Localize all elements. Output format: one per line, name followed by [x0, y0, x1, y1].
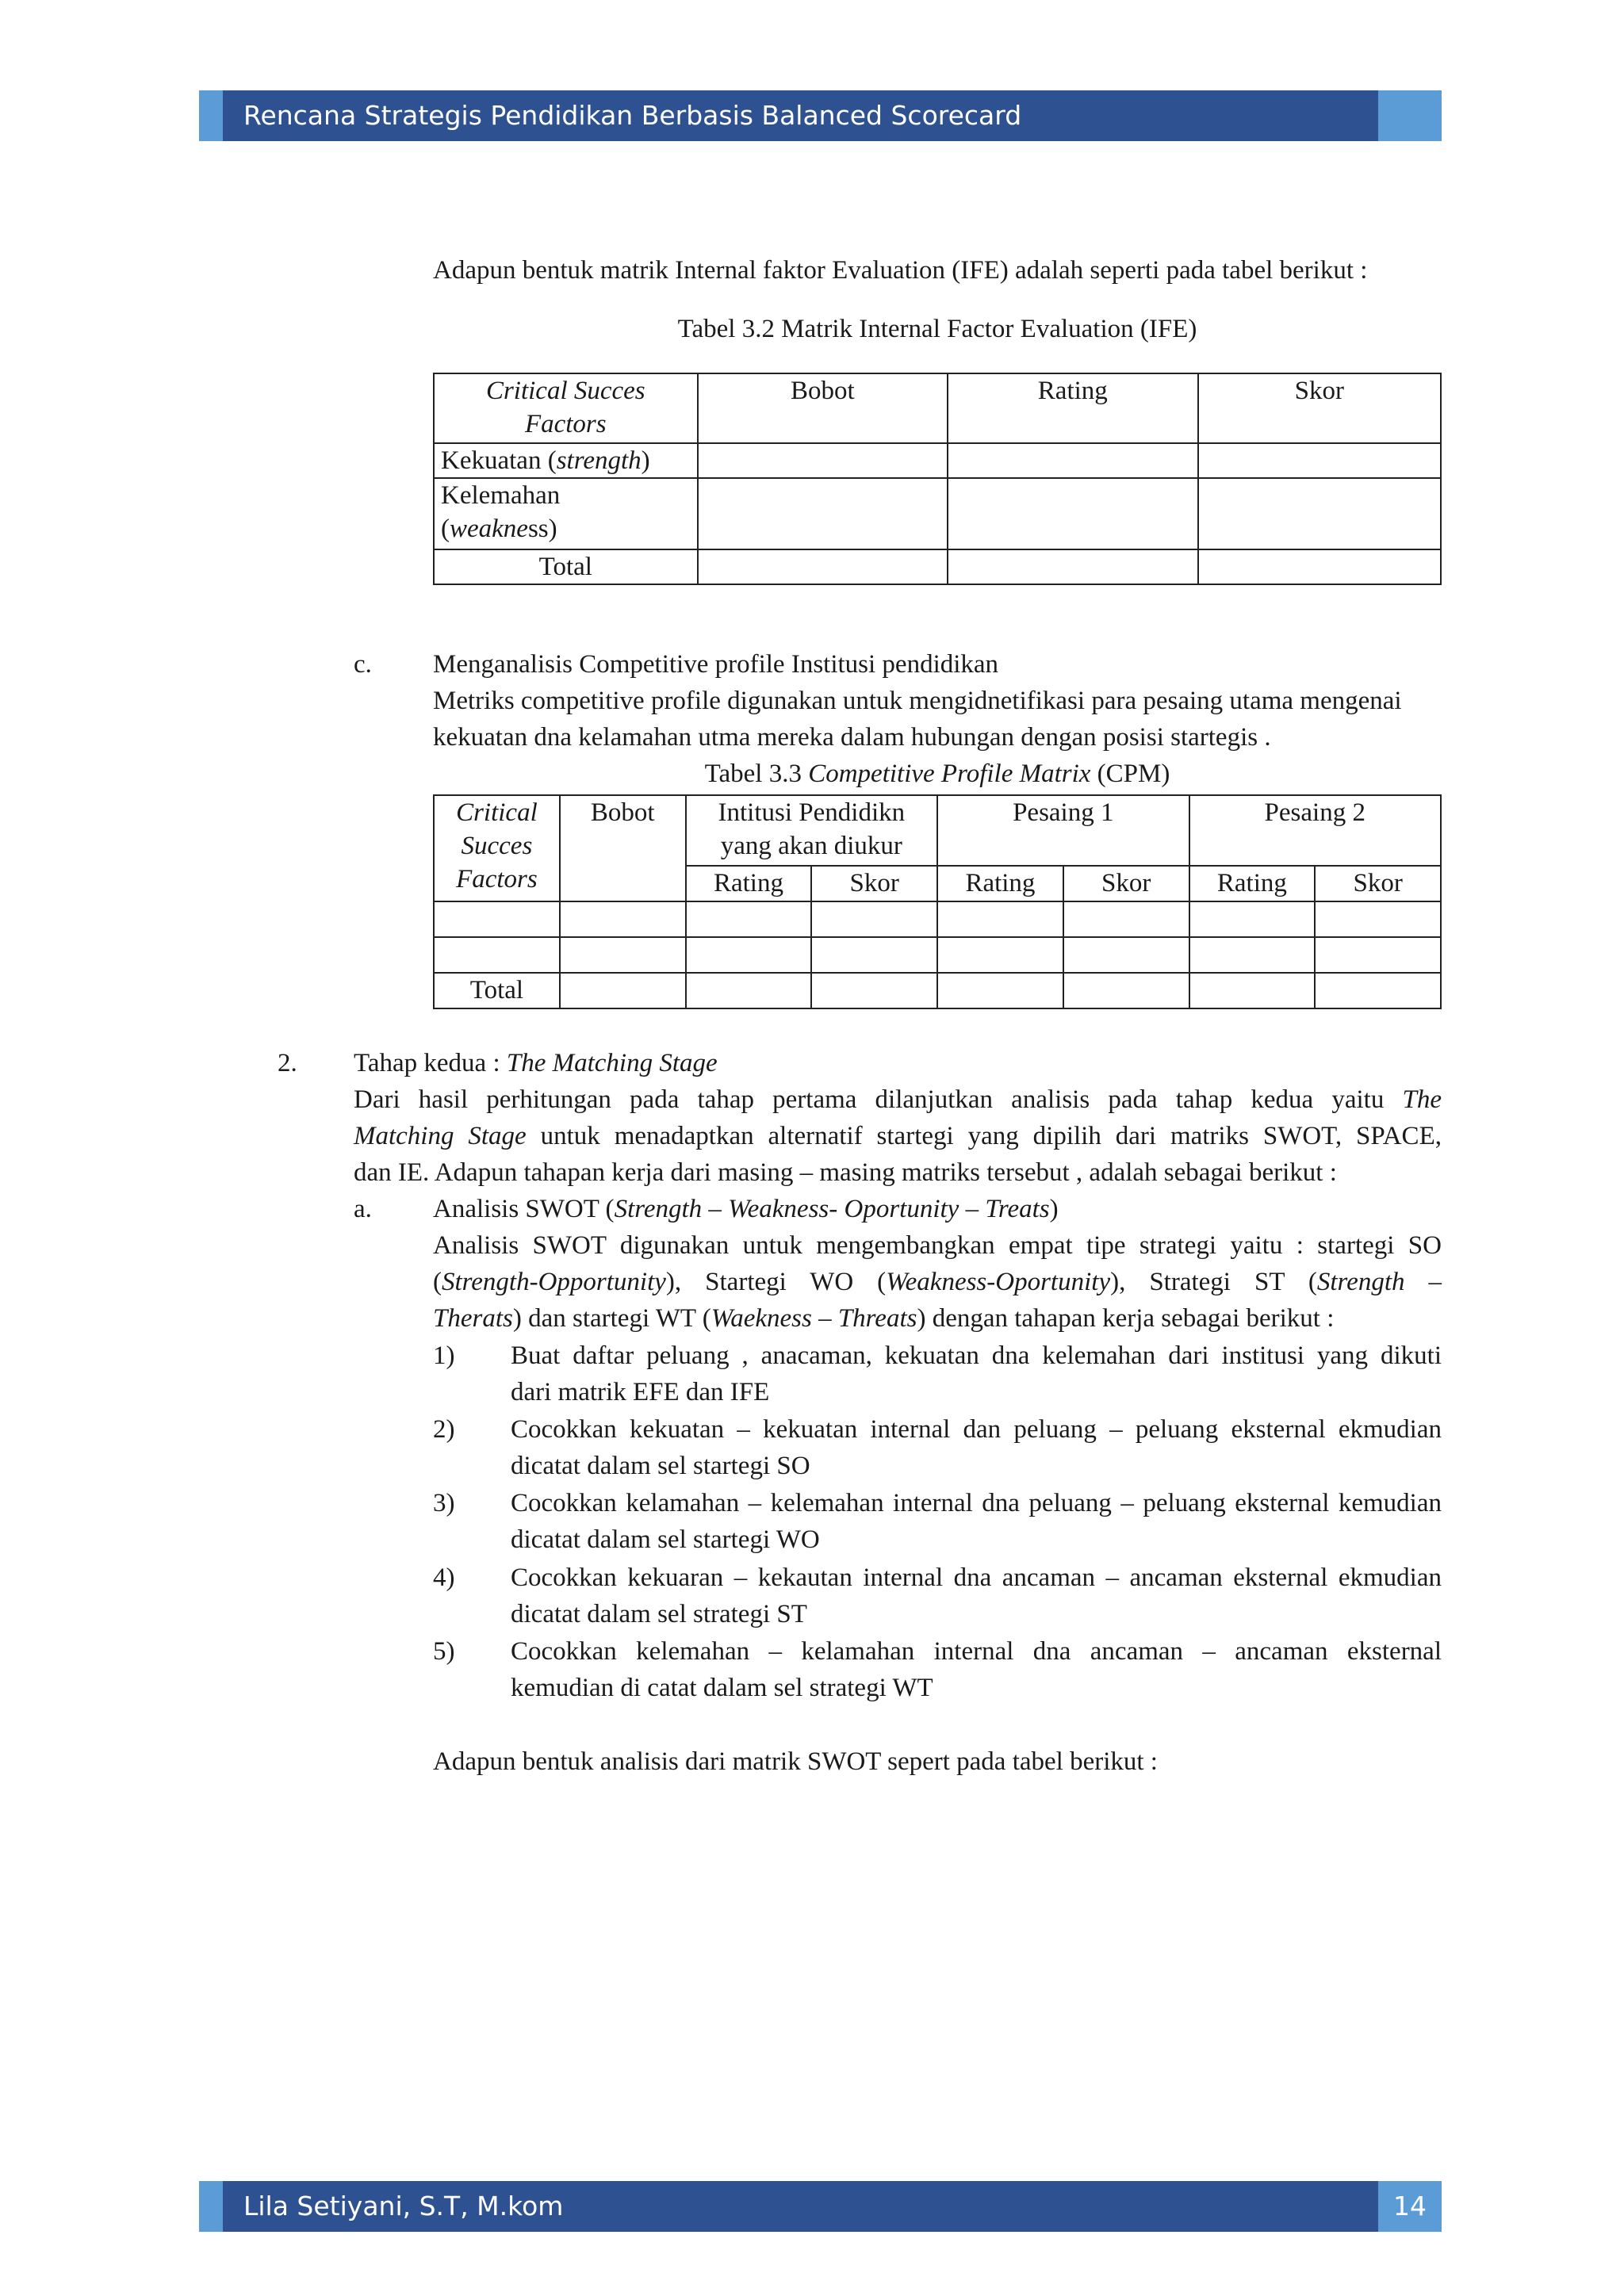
ife-header-row	[434, 373, 1441, 443]
cpm-cell	[560, 937, 686, 973]
header-accent-left	[199, 90, 223, 141]
section-c-marker: c.	[354, 650, 372, 679]
cpm-cell	[1189, 937, 1316, 973]
footer-accent-left	[199, 2181, 223, 2232]
step-1-line1: Buat daftar peluang , anacaman, kekuatan dna kelemahan dari institusi yang dikuti	[511, 1341, 1442, 1370]
cpm-header-rating: Rating	[937, 866, 1063, 901]
step-2-marker: 2)	[433, 1415, 455, 1444]
step-2-line2: dicatat dalam sel startegi SO	[511, 1452, 810, 1480]
ife-cell	[948, 443, 1197, 478]
cpm-row-total	[434, 973, 1441, 1008]
step-3-marker: 3)	[433, 1489, 455, 1517]
cpm-header-pesaing1: Pesaing 1	[937, 795, 1189, 866]
step-2-line1: Cocokkan kekuatan – kekuatan internal dan peluang – peluang eksternal ekmudian	[511, 1415, 1442, 1444]
section-a-line2: (Strength-Opportunity), Startegi WO (Weakness-Oportunity), Strategi ST (Strength –	[433, 1268, 1442, 1296]
cpm-cell	[1315, 901, 1441, 937]
cpm-header-csf: Critical Succes Factors	[434, 795, 560, 901]
cpm-header-skor: Skor	[1315, 866, 1441, 901]
table-cpm-caption: Tabel 3.3 Competitive Profile Matrix (CPM)	[704, 760, 1170, 788]
cpm-cell	[1063, 937, 1189, 973]
cpm-header-rating: Rating	[1189, 866, 1316, 901]
page-header	[199, 90, 1442, 141]
step-5-marker: 5)	[433, 1637, 455, 1666]
cpm-cell	[811, 937, 937, 973]
section-a-line1: Analisis SWOT digunakan untuk mengembangkan empat tipe strategi yaitu : startegi SO	[433, 1231, 1442, 1260]
ife-cell	[1198, 478, 1441, 549]
step-4-line2: dicatat dalam sel strategi ST	[511, 1600, 807, 1628]
cpm-cell	[434, 937, 560, 973]
step-1-line2: dari matrik EFE dan IFE	[511, 1378, 770, 1406]
section-c-body-line1: Metriks competitive profile digunakan untuk mengidnetifikasi para pesaing utama mengenai	[433, 687, 1402, 715]
ife-row-total	[434, 549, 1441, 584]
ife-strength-label: Kekuatan (strength)	[434, 443, 698, 478]
step-1-marker: 1)	[433, 1341, 455, 1370]
section-2-body-line3: dan IE. Adapun tahapan kerja dari masing – masing matriks tersebut , adalah sebagai berikut :	[354, 1158, 1337, 1187]
cpm-cell	[937, 973, 1063, 1008]
table-ife-caption: Tabel 3.2 Matrik Internal Factor Evaluation (IFE)	[677, 315, 1197, 343]
section-2-body-line1: Dari hasil perhitungan pada tahap pertama dilanjutkan analisis pada tahap kedua yaitu The	[354, 1085, 1442, 1114]
ife-header-skor: Skor	[1198, 373, 1441, 443]
section-c-body-line2: kekuatan dna kelamahan utma mereka dalam hubungan dengan posisi startegis .	[433, 723, 1271, 752]
ife-cell	[1198, 443, 1441, 478]
cpm-cell	[1063, 901, 1189, 937]
closing-text: Adapun bentuk analisis dari matrik SWOT sepert pada tabel berikut :	[433, 1747, 1158, 1776]
step-3-line2: dicatat dalam sel startegi WO	[511, 1525, 820, 1554]
section-a-marker: a.	[354, 1195, 372, 1223]
cpm-cell	[686, 901, 812, 937]
header-title: Rencana Strategis Pendidikan Berbasis Balanced Scorecard	[243, 100, 1022, 131]
step-5-line2: kemudian di catat dalam sel strategi WT	[511, 1674, 933, 1702]
cpm-cell	[1189, 901, 1316, 937]
cpm-header-skor: Skor	[1063, 866, 1189, 901]
step-4-marker: 4)	[433, 1563, 455, 1592]
section-c-title: Menganalisis Competitive profile Institusi pendidikan	[433, 650, 999, 679]
cpm-cell	[811, 973, 937, 1008]
ife-cell	[948, 478, 1197, 549]
cpm-cell	[937, 937, 1063, 973]
section-2-body-line2: Matching Stage untuk menadaptkan alternatif startegi yang dipilih dari matriks SWOT, SPACE,	[354, 1122, 1442, 1150]
cpm-cell	[434, 901, 560, 937]
ife-header-bobot: Bobot	[698, 373, 948, 443]
footer-author: Lila Setiyani, S.T, M.kom	[243, 2191, 564, 2221]
page-number: 14	[1378, 2181, 1442, 2232]
section-a-line3: Therats) dan startegi WT (Waekness – Threats) dengan tahapan kerja sebagai berikut :	[433, 1304, 1335, 1333]
ife-row-strength	[434, 443, 1441, 478]
step-5-line1: Cocokkan kelemahan – kelamahan internal dna ancaman – ancaman eksternal	[511, 1637, 1442, 1666]
cpm-header-institution: Intitusi Pendidikn yang akan diukur	[686, 795, 937, 866]
page-footer	[199, 2181, 1442, 2232]
cpm-header-skor: Skor	[811, 866, 937, 901]
cpm-cell	[1315, 973, 1441, 1008]
cpm-total-label: Total	[434, 973, 560, 1008]
cpm-cell	[1189, 973, 1316, 1008]
ife-row-weakness	[434, 478, 1441, 549]
cpm-empty-row	[434, 937, 1441, 973]
cpm-cell	[560, 901, 686, 937]
intro-ife-text: Adapun bentuk matrik Internal faktor Evaluation (IFE) adalah seperti pada tabel berikut :	[433, 256, 1368, 285]
cpm-cell	[1063, 973, 1189, 1008]
ife-total-label: Total	[434, 549, 698, 584]
cpm-header-pesaing2: Pesaing 2	[1189, 795, 1442, 866]
cpm-cell	[937, 901, 1063, 937]
section-2-title: Tahap kedua : The Matching Stage	[354, 1049, 718, 1077]
section-2-marker: 2.	[278, 1049, 297, 1077]
section-a-title: Analisis SWOT (Strength – Weakness- Oportunity – Treats)	[433, 1195, 1059, 1223]
cpm-cell	[560, 973, 686, 1008]
header-accent-right	[1378, 90, 1442, 141]
cpm-cell	[686, 937, 812, 973]
ife-cell	[948, 549, 1197, 584]
cpm-cell	[1315, 937, 1441, 973]
ife-cell	[698, 478, 948, 549]
cpm-cell	[811, 901, 937, 937]
ife-cell	[1198, 549, 1441, 584]
step-4-line1: Cocokkan kekuaran – kekautan internal dna ancaman – ancaman eksternal ekmudian	[511, 1563, 1442, 1592]
ife-cell	[698, 443, 948, 478]
step-3-line1: Cocokkan kelamahan – kelemahan internal dna peluang – peluang eksternal kemudian	[511, 1489, 1442, 1517]
cpm-header-rating: Rating	[686, 866, 812, 901]
cpm-empty-row	[434, 901, 1441, 937]
cpm-table	[433, 794, 1442, 1009]
ife-table	[433, 373, 1442, 585]
ife-header-rating: Rating	[948, 373, 1197, 443]
cpm-header-row-1	[434, 795, 1441, 866]
cpm-header-bobot: Bobot	[560, 795, 686, 901]
ife-weakness-label: Kelemahan (weakness)	[434, 478, 698, 549]
cpm-cell	[686, 973, 812, 1008]
ife-header-csf: Critical Succes Factors	[434, 373, 698, 443]
ife-cell	[698, 549, 948, 584]
